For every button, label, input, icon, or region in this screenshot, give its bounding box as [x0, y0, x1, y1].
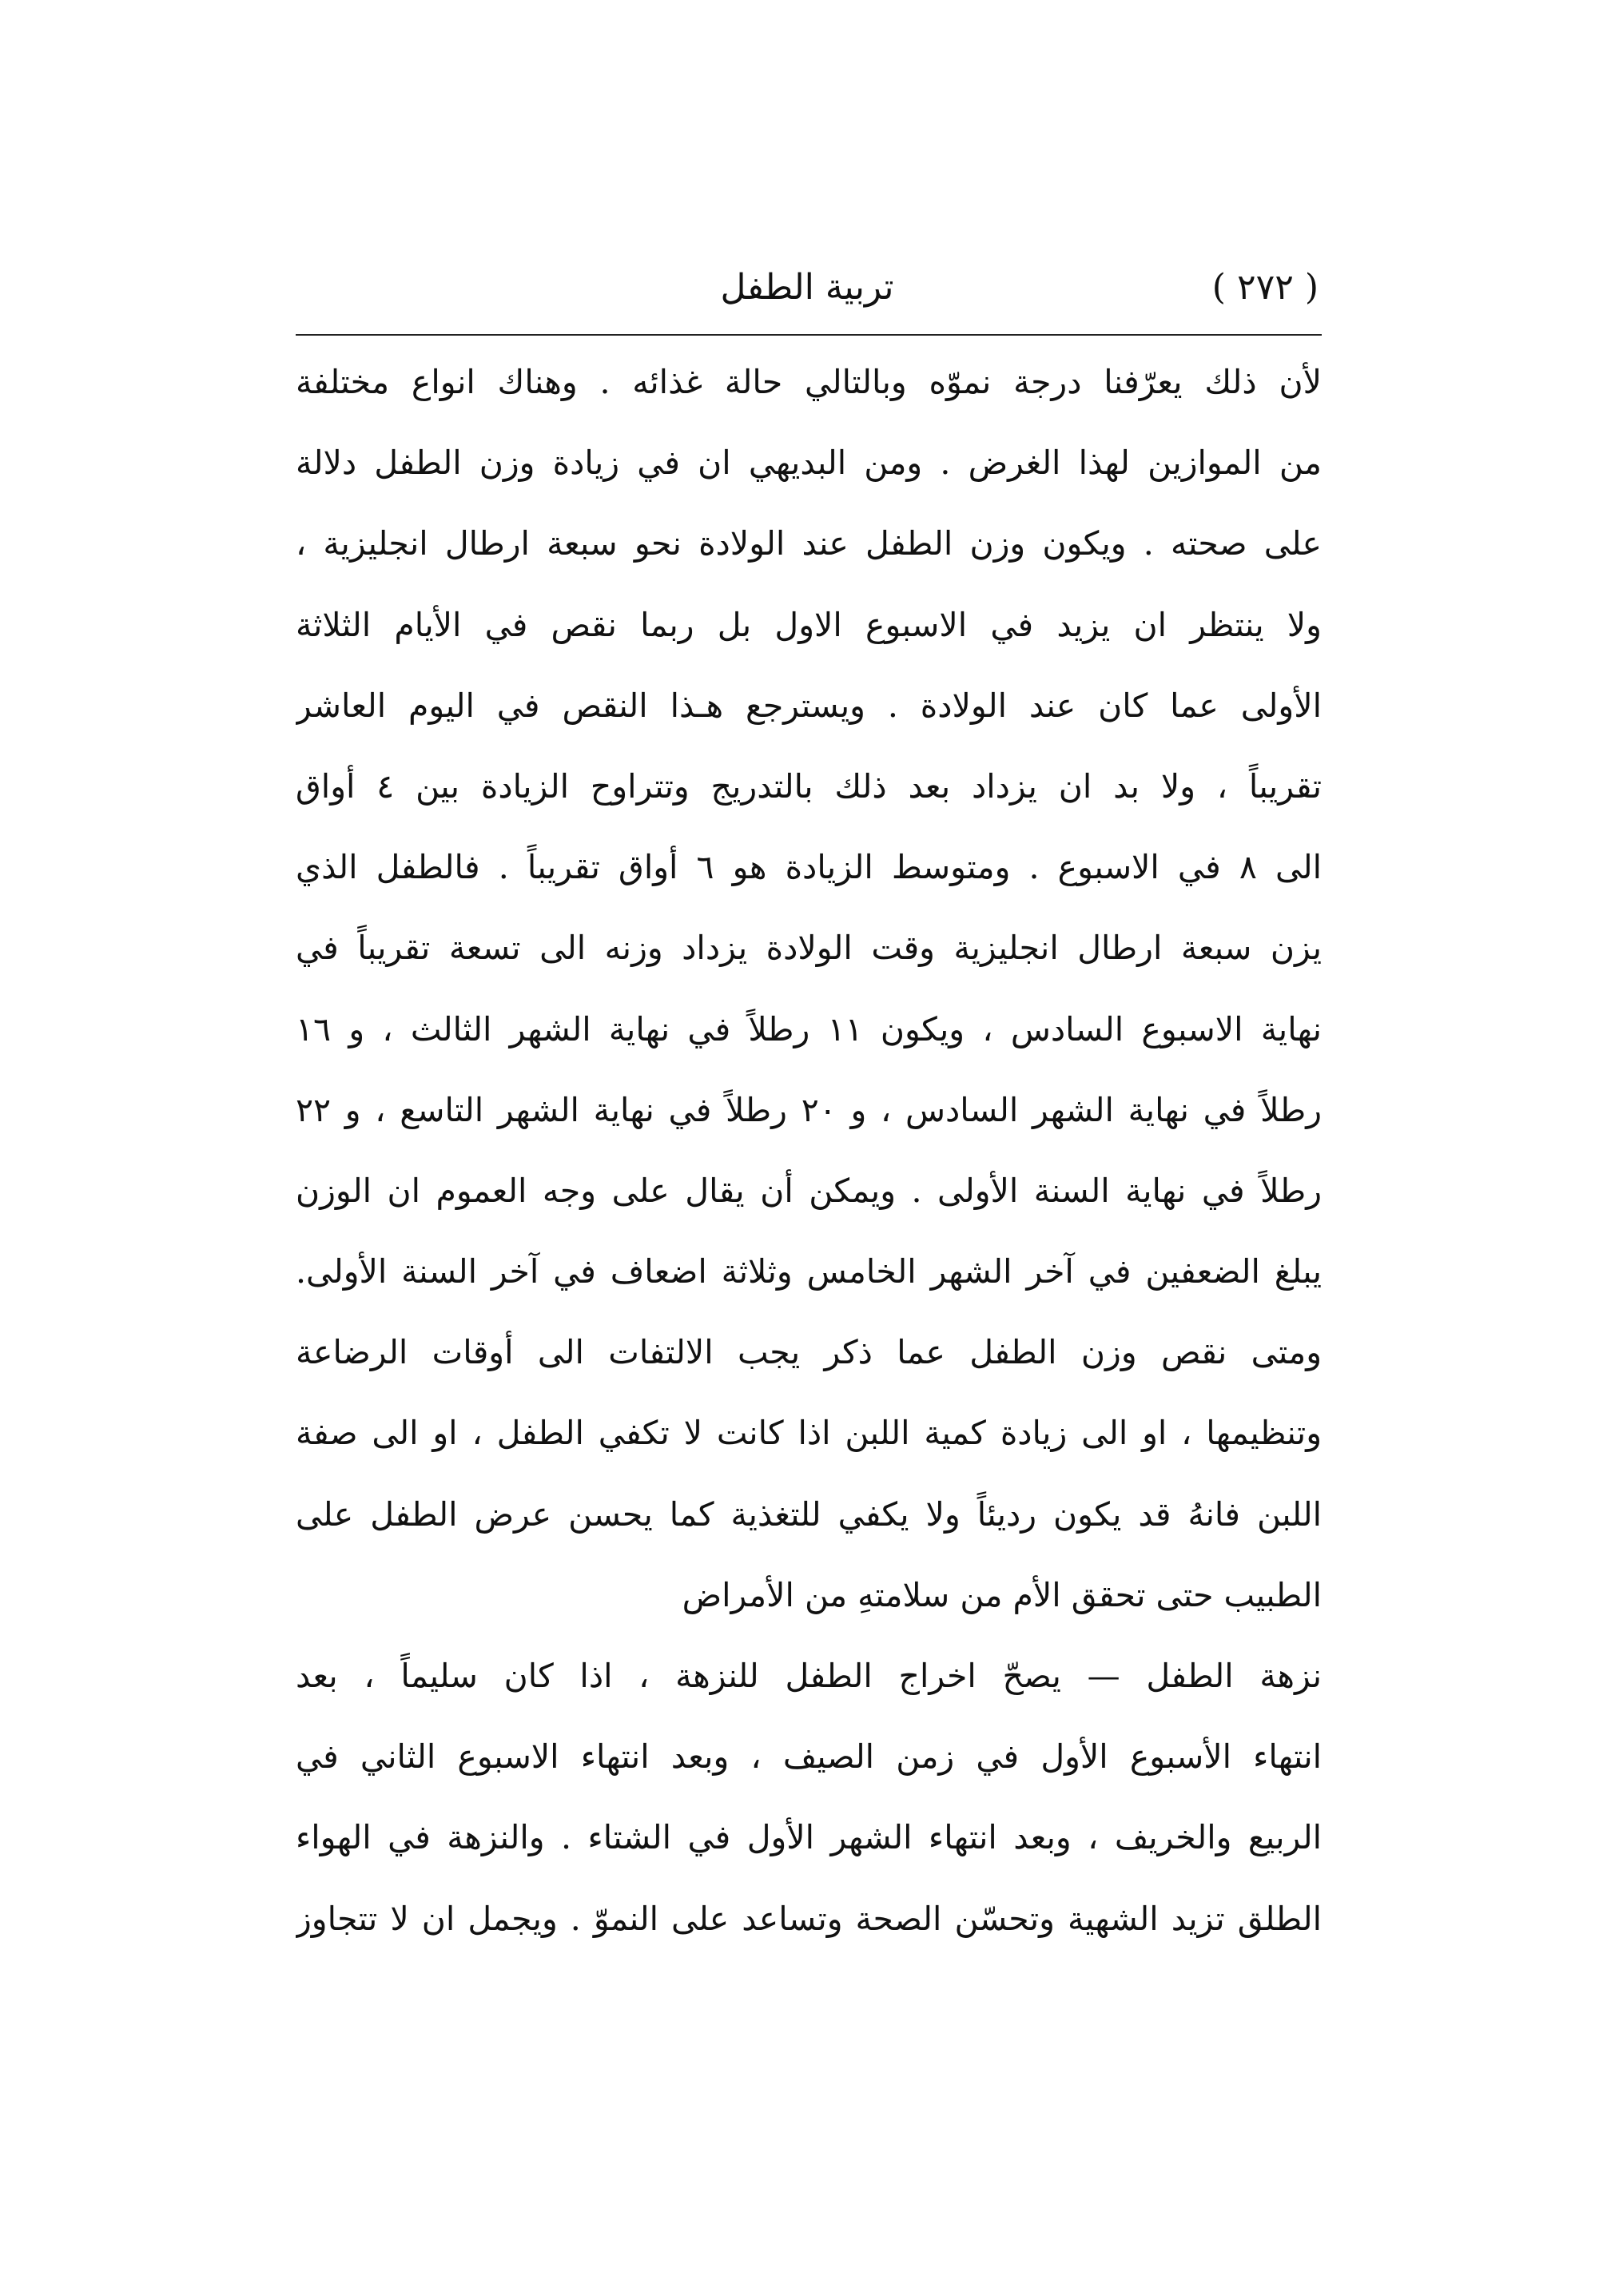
- text-line: يزن سبعة ارطال انجليزية وقت الولادة يزداد وزنه الى تسعة تقريباً في: [296, 929, 1322, 968]
- text-line: ومتى نقص وزن الطفل عما ذكر يجب الالتفات الى أوقات الرضاعة: [296, 1333, 1322, 1372]
- text-line: ولا ينتظر ان يزيد في الاسبوع الاول بل ربما نقص في الأيام الثلاثة: [296, 605, 1322, 644]
- text-line: الى ٨ في الاسبوع . ومتوسط الزيادة هو ٦ أواق تقريباً . فالطفل الذي: [296, 848, 1322, 887]
- text-line: يبلغ الضعفين في آخر الشهر الخامس وثلاثة اضعاف في آخر السنة الأولى.: [296, 1252, 1322, 1291]
- header-rule: [296, 334, 1322, 336]
- text-line: رطلاً في نهاية الشهر السادس ، و ٢٠ رطلاً في نهاية الشهر التاسع ، و ٢٢: [296, 1090, 1322, 1129]
- running-title: تربية الطفل: [720, 267, 894, 308]
- text-line: على صحته . ويكون وزن الطفل عند الولادة نحو سبعة ارطال انجليزية ،: [296, 524, 1322, 563]
- text-line: الطلق تزيد الشهية وتحسّن الصحة وتساعد على النموّ . ويجمل ان لا تتجاوز: [296, 1899, 1322, 1938]
- text-line: تقريباً ، ولا بد ان يزداد بعد ذلك بالتدريج وتتراوح الزيادة بين ٤ أواق: [296, 766, 1322, 806]
- text-line: انتهاء الأسبوع الأول في زمن الصيف ، وبعد انتهاء الاسبوع الثاني في: [296, 1737, 1322, 1777]
- text-line: وتنظيمها ، او الى زيادة كمية اللبن اذا كانت لا تكفي الطفل ، او الى صفة: [296, 1414, 1322, 1453]
- section-heading-line: نزهة الطفل — يصحّ اخراج الطفل للنزهة ، اذا كان سليماً ، بعد: [296, 1657, 1322, 1695]
- text-line: نهاية الاسبوع السادس ، ويكون ١١ رطلاً في نهاية الشهر الثالث ، و ١٦: [296, 1009, 1322, 1049]
- text-line: الأولى عما كان عند الولادة . ويسترجع هـذا النقص في اليوم العاشر: [296, 686, 1322, 725]
- text-line: رطلاً في نهاية السنة الأولى . ويمكن أن يقال على وجه العموم ان الوزن: [296, 1171, 1322, 1210]
- text-line: لأن ذلك يعرّفنا درجة نموّه وبالتالي حالة غذائه . وهناك انواع مختلفة: [296, 363, 1322, 401]
- text-line: الربيع والخريف ، وبعد انتهاء الشهر الأول في الشتاء . والنزهة في الهواء: [296, 1818, 1322, 1857]
- text-line: من الموازين لهذا الغرض . ومن البديهي ان في زيادة وزن الطفل دلالة: [296, 444, 1322, 483]
- page-number: ( ٢٧٢ ): [1211, 267, 1319, 308]
- paragraph-end-line: الطبيب حتى تحقق الأم من سلامتهِ من الأمراض: [682, 1575, 1322, 1614]
- body-text: [296, 342, 1322, 1960]
- text-line: اللبن فانهُ قد يكون رديئاً ولا يكفي للتغذية كما يحسن عرض الطفل على: [296, 1494, 1322, 1534]
- page-header: [296, 256, 1319, 320]
